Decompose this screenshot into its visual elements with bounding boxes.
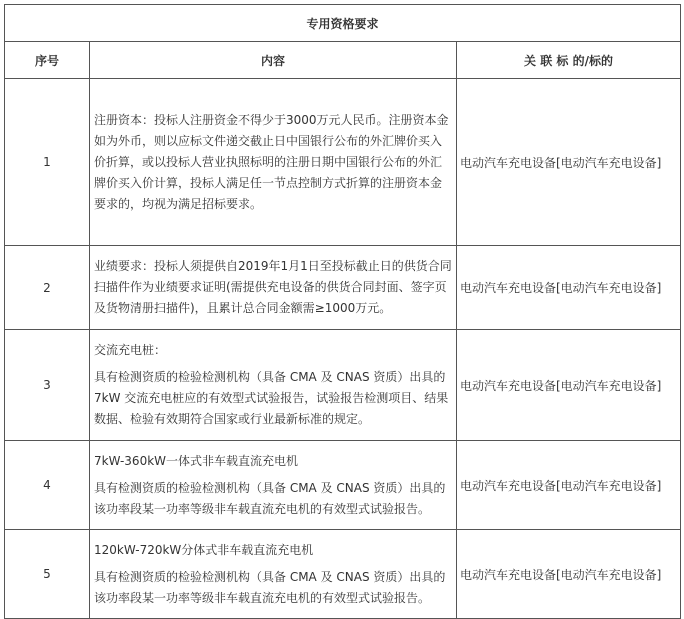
qualification-table <box>4 4 681 619</box>
header-number: 序号 <box>5 42 90 79</box>
table-row <box>5 441 681 530</box>
content-heading: 7kW-360kW一体式非车载直流充电机 <box>94 453 299 468</box>
content-paragraph: 具有检测资质的检验检测机构（具备 CMA 及 CNAS 资质）出具的7kW 交流充电桩应的有效型式试验报告，试验报告检测项目、结果数据、检验有效期符合国家或行业最新标准的规定。 <box>94 370 449 426</box>
row-number: 1 <box>5 79 90 246</box>
row-content <box>90 79 457 246</box>
row-subject: 电动汽车充电设备[电动汽车充电设备] <box>457 79 681 246</box>
row-subject: 电动汽车充电设备[电动汽车充电设备] <box>457 246 681 330</box>
row-subject: 电动汽车充电设备[电动汽车充电设备] <box>457 530 681 619</box>
header-subject: 关 联 标 的/标的 <box>457 42 681 79</box>
content-heading: 交流充电桩： <box>94 343 167 357</box>
row-subject: 电动汽车充电设备[电动汽车充电设备] <box>457 441 681 530</box>
content-paragraph: 业绩要求：投标人须提供自2019年1月1日至投标截止日的供货合同扫描件作为业绩要求证明(需提供充电设备的供货合同封面、签字页及货物清册扫描件)，且累计总合同金额需≥1000万元。 <box>94 259 452 315</box>
row-number: 3 <box>5 330 90 441</box>
header-row <box>5 42 681 79</box>
row-content <box>90 530 457 619</box>
row-content <box>90 330 457 441</box>
header-content: 内容 <box>90 42 457 79</box>
content-paragraph: 具有检测资质的检验检测机构（具备 CMA 及 CNAS 资质）出具的该功率段某一功率等级非车载直流充电机的有效型式试验报告。 <box>94 569 446 605</box>
row-content <box>90 246 457 330</box>
title-row <box>5 5 681 42</box>
table-title: 专用资格要求 <box>5 5 681 42</box>
row-number: 5 <box>5 530 90 619</box>
table-row <box>5 330 681 441</box>
content-paragraph: 具有检测资质的检验检测机构（具备 CMA 及 CNAS 资质）出具的该功率段某一功率等级非车载直流充电机的有效型式试验报告。 <box>94 480 446 516</box>
content-paragraph: 注册资本：投标人注册资金不得少于3000万元人民币。注册资本金如为外币，则以应标文件递交截止日中国银行公布的外汇牌价买入价折算，或以投标人营业执照标明的注册日期中国银行公布的外汇牌价买入价计算，投标人满足任一节点控制方式折算的注册资本金要求的，均视为满足招标要求。 <box>94 112 449 211</box>
table-row <box>5 246 681 330</box>
row-content <box>90 441 457 530</box>
content-heading: 120kW-720kW分体式非车载直流充电机 <box>94 542 314 557</box>
row-subject: 电动汽车充电设备[电动汽车充电设备] <box>457 330 681 441</box>
table-row <box>5 530 681 619</box>
row-number: 2 <box>5 246 90 330</box>
row-number: 4 <box>5 441 90 530</box>
table-row <box>5 79 681 246</box>
